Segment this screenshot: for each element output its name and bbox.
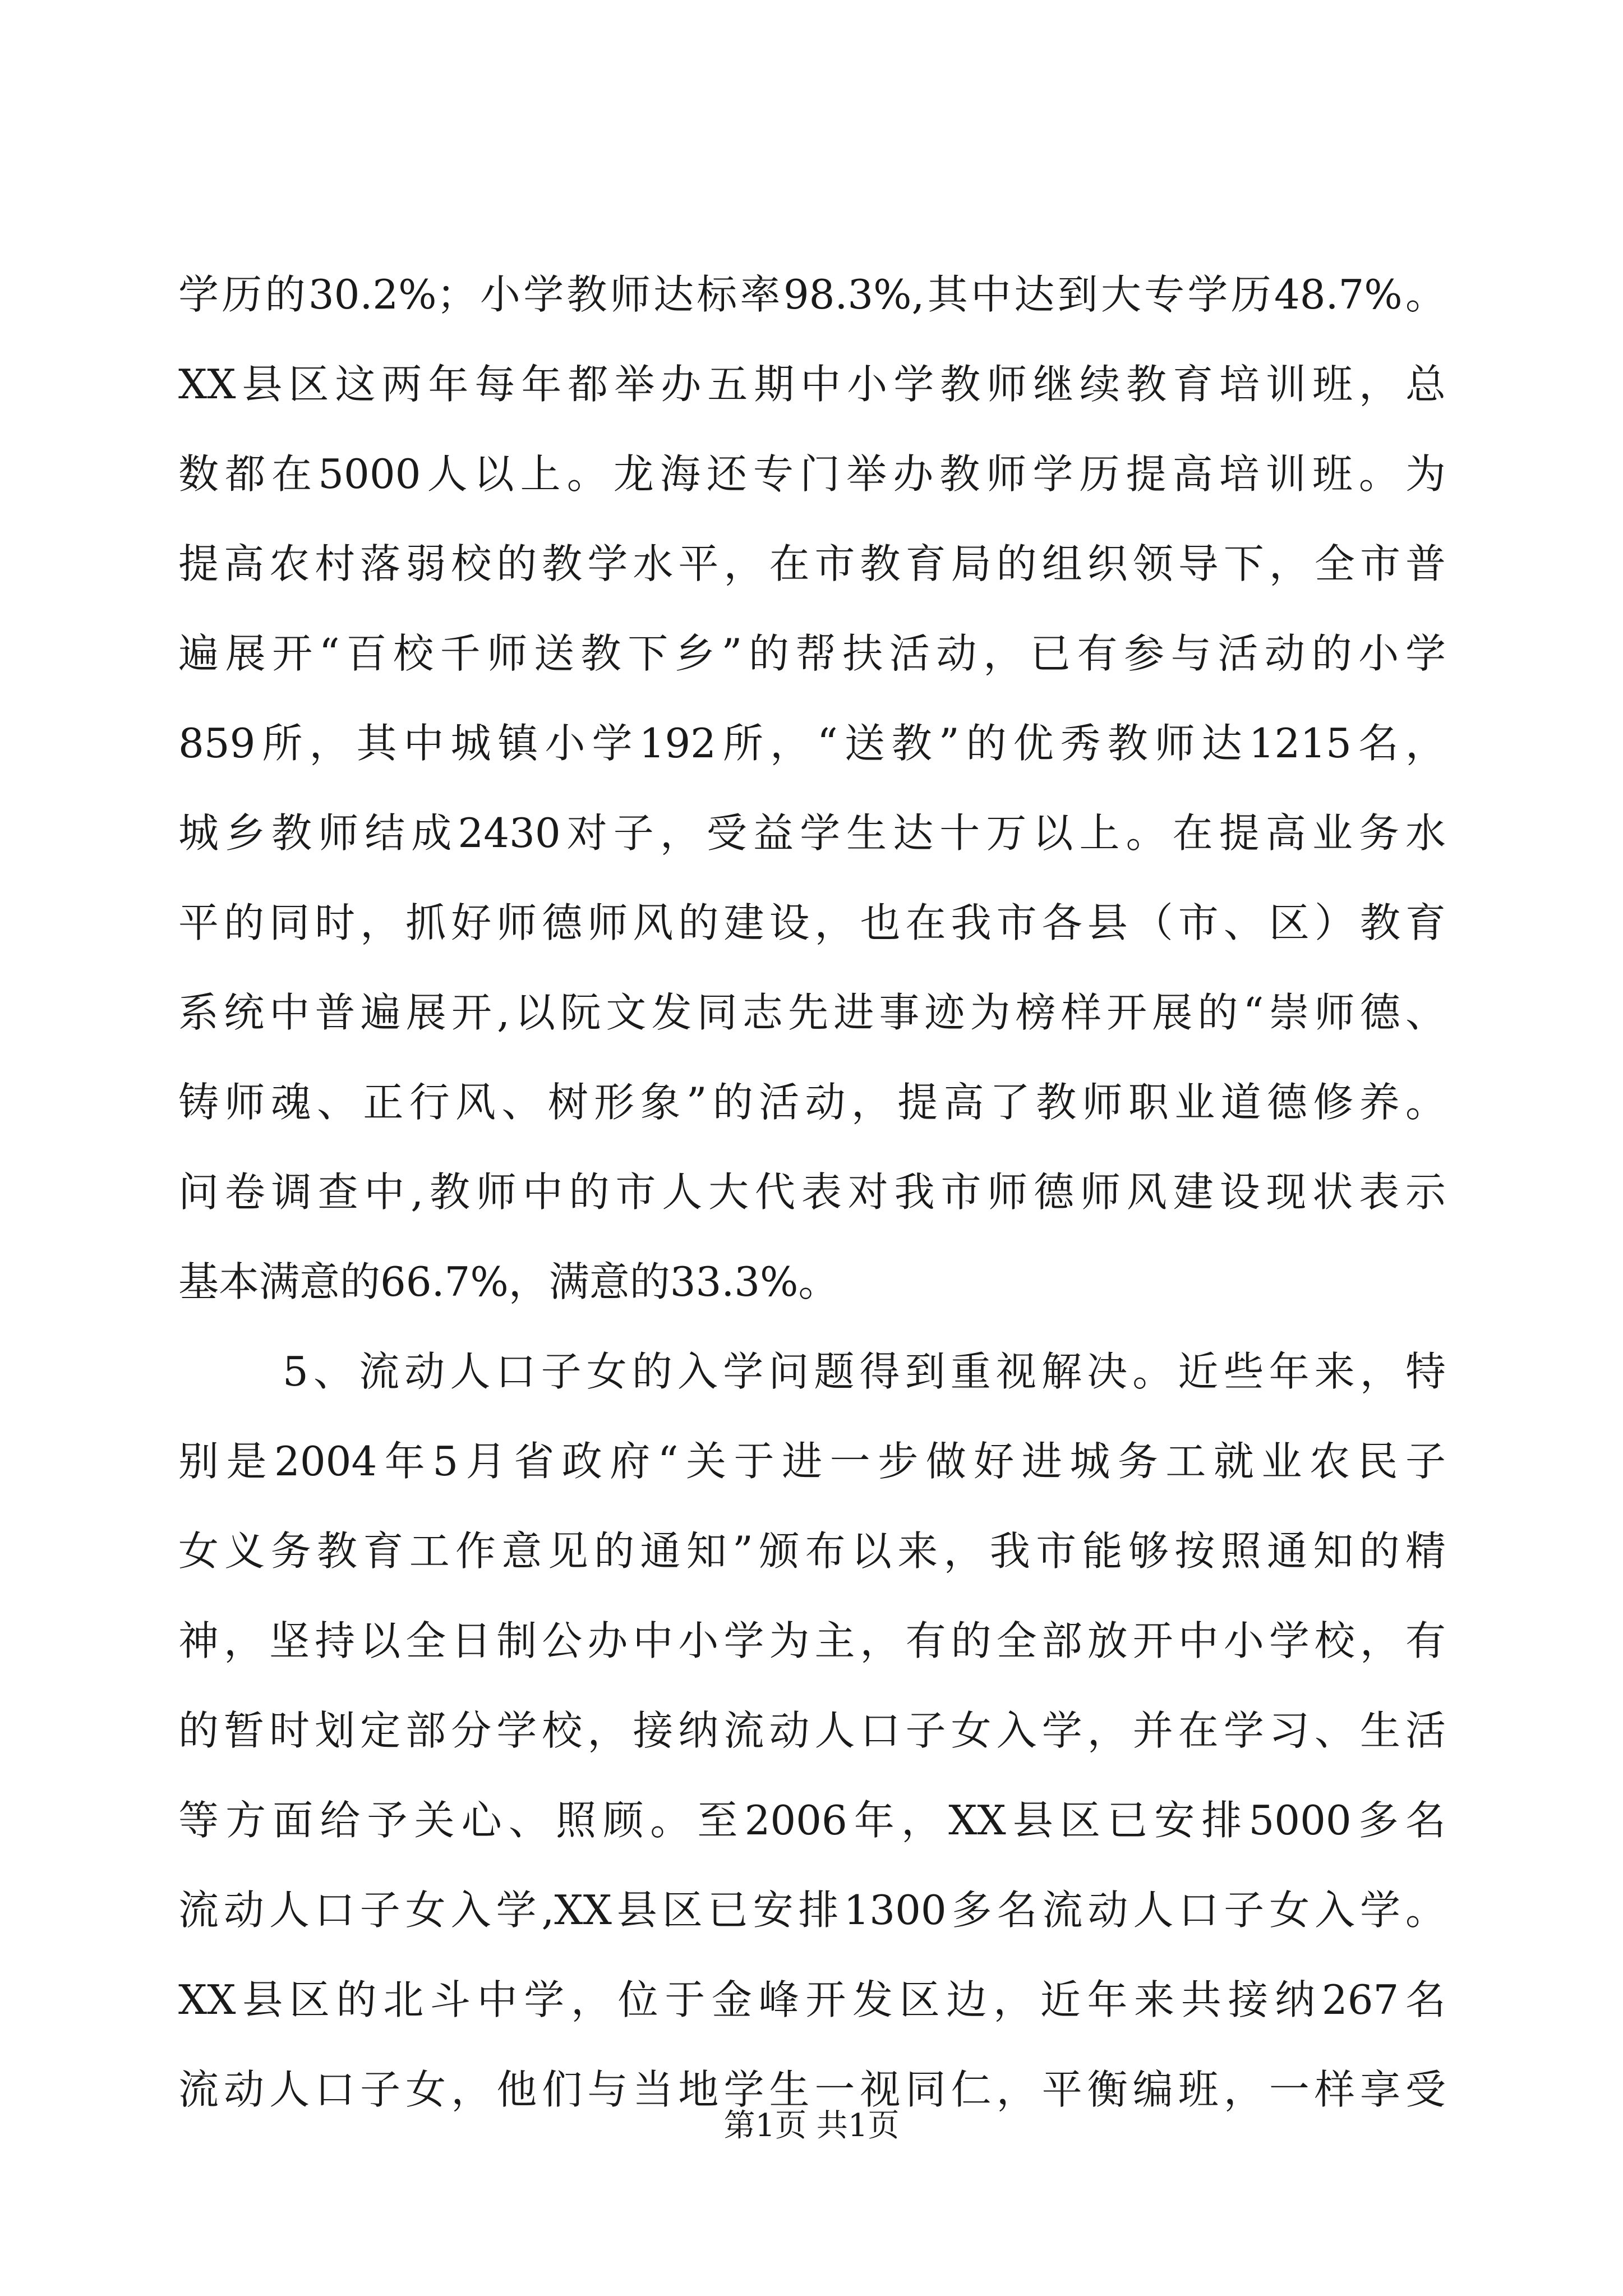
body-text-line: 女义务教育工作意见的通知”颁布以来，我市能够按照通知的精	[178, 1527, 1446, 1575]
body-text-line: 平的同时，抓好师德师风的建设，也在我市各县（市、区）教育	[178, 899, 1446, 946]
body-text-line: 系统中普遍展开,以阮文发同志先进事迹为榜样开展的“崇师德、	[178, 989, 1446, 1036]
body-text-line: 铸师魂、正行风、树形象”的活动，提高了教师职业道德修养。	[178, 1079, 1446, 1126]
body-text-line: 别是2004年5月省政府“关于进一步做好进城务工就业农民子	[178, 1438, 1446, 1485]
body-text-line: 数都在5000人以上。龙海还专门举办教师学历提高培训班。为	[178, 450, 1446, 498]
paragraph-heading-line: 5、流动人口子女的入学问题得到重视解决。近些年来，特	[283, 1348, 1446, 1395]
body-text-line: 的暂时划定部分学校，接纳流动人口子女入学，并在学习、生活	[178, 1707, 1446, 1754]
body-text-line: 遍展开“百校千师送教下乡”的帮扶活动，已有参与活动的小学	[178, 630, 1446, 677]
body-text-line: 提高农村落弱校的教学水平，在市教育局的组织领导下，全市普	[178, 540, 1446, 587]
body-text-line: 等方面给予关心、照顾。至2006年，XX县区已安排5000多名	[178, 1797, 1446, 1844]
body-text-line: XX县区这两年每年都举办五期中小学教师继续教育培训班，总	[178, 361, 1446, 408]
page-number-footer: 第1页 共1页	[723, 2108, 900, 2144]
body-text-line: 学历的30.2%；小学教师达标率98.3%,其中达到大专学历48.7%。	[178, 271, 1446, 318]
body-text-line: 流动人口子女入学,XX县区已安排1300多名流动人口子女入学。	[178, 1887, 1446, 1934]
body-text-line: 859所，其中城镇小学192所，“送教”的优秀教师达1215名，	[178, 720, 1446, 767]
body-text-line: XX县区的北斗中学，位于金峰开发区边，近年来共接纳267名	[178, 1976, 1446, 2023]
body-text-line: 问卷调查中,教师中的市人大代表对我市师德师风建设现状表示	[178, 1168, 1446, 1216]
body-text-line: 城乡教师结成2430对子，受益学生达十万以上。在提高业务水	[178, 809, 1446, 857]
body-text-line: 神，坚持以全日制公办中小学为主，有的全部放开中小学校，有	[178, 1617, 1446, 1664]
body-text-line: 基本满意的66.7%，满意的33.3%。	[178, 1258, 839, 1305]
body-text-line: 流动人口子女，他们与当地学生一视同仁，平衡编班，一样享受	[178, 2066, 1446, 2113]
